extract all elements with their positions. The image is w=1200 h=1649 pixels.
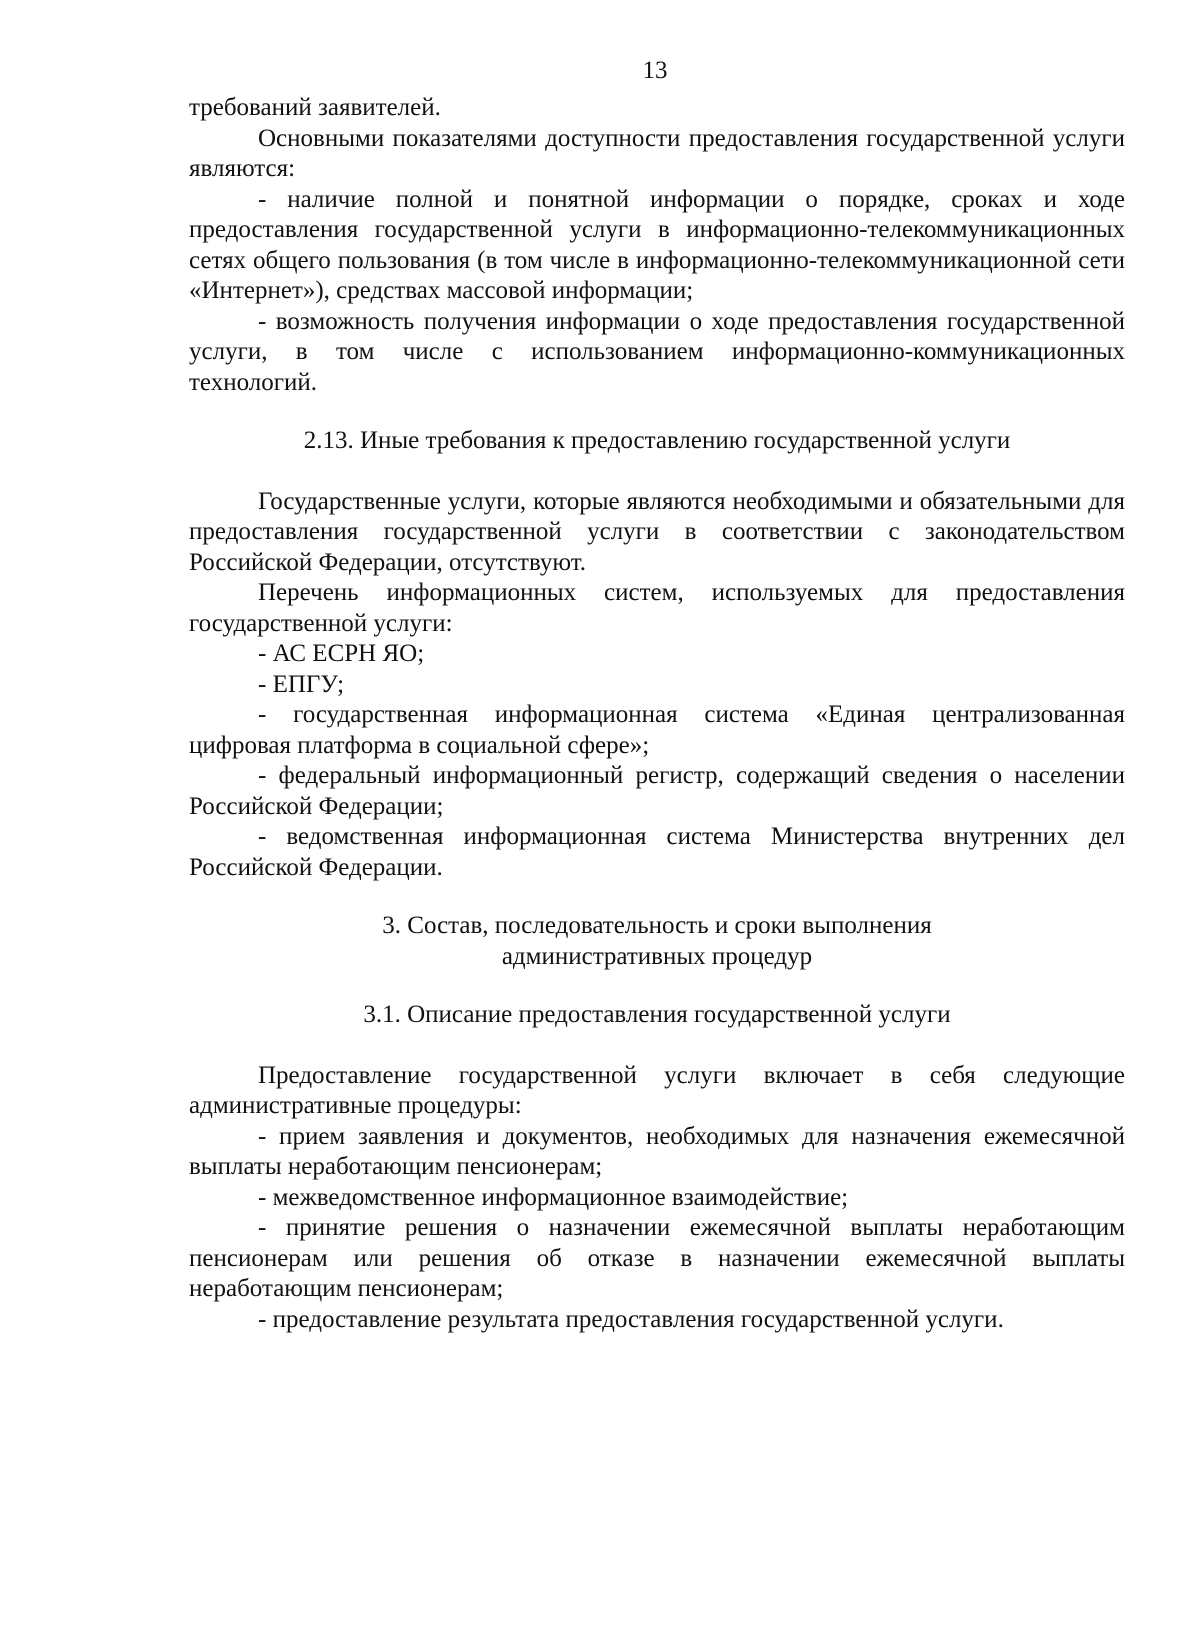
list-item-application-intake: - прием заявления и документов, необходимых для назначения ежемесячной выплаты неработающим пенсионерам; (189, 1122, 1125, 1180)
paragraph-required-services: Государственные услуги, которые являются необходимыми и обязательными для предоставления государственной услуги в соответствии с законодательством Российской Федерации, отсутствуют. (189, 487, 1125, 576)
paragraph-continuation: требований заявителей. (189, 94, 441, 121)
list-item-social-platform: - государственная информационная система «Единая централизованная цифровая платформа в социальной сфере»; (189, 701, 1125, 759)
paragraph-information-systems: Перечень информационных систем, используемых для предоставления государственной услуги: (189, 579, 1125, 637)
list-item-result-delivery: - предоставление результата предоставления государственной услуги. (258, 1305, 1004, 1333)
list-item-progress-information: - возможность получения информации о ходе предоставления государственной услуги, в том числе с использованием информационно-коммуникационных технологий. (189, 307, 1125, 396)
list-item-epgu: - ЕПГУ; (258, 670, 345, 698)
section-heading-3-1: 3.1. Описание предоставления государственной услуги (363, 1001, 951, 1028)
paragraph-availability-indicators: Основными показателями доступности предоставления государственной услуги являются: (189, 124, 1125, 182)
section-heading-2-13: 2.13. Иные требования к предоставлению государственной услуги (303, 427, 1011, 454)
list-item-information-availability: - наличие полной и понятной информации о порядке, сроках и ходе предоставления государственной услуги в информационно-телекоммуникационных сетях общего пользования (в том числе в информационно-телекоммуникационной сети «Интернет»), средствах массовой информации; (189, 185, 1125, 304)
list-item-federal-register: - федеральный информационный регистр, содержащий сведения о населении Российской Федерации; (189, 762, 1125, 820)
document-body (189, 93, 1125, 1335)
section-heading-3 (189, 911, 1125, 972)
section-heading-3-line-1: 3. Состав, последовательность и сроки выполнения (382, 912, 932, 939)
list-item-interagency-interaction: - межведомственное информационное взаимодействие; (258, 1183, 849, 1211)
list-item-as-esrn: - АС ЕСРН ЯО; (258, 640, 425, 667)
paragraph-administrative-procedures: Предоставление государственной услуги включает в себя следующие административные процедуры: (189, 1061, 1125, 1119)
list-item-decision: - принятие решения о назначении ежемесячной выплаты неработающим пенсионерам или решения об отказе в назначении ежемесячной выплаты неработающим пенсионерам; (189, 1214, 1125, 1302)
page-number: 13 (642, 57, 668, 84)
section-heading-3-line-2: административных процедур (501, 942, 813, 970)
list-item-mvd-system: - ведомственная информационная система Министерства внутренних дел Российской Федерации. (189, 823, 1125, 881)
